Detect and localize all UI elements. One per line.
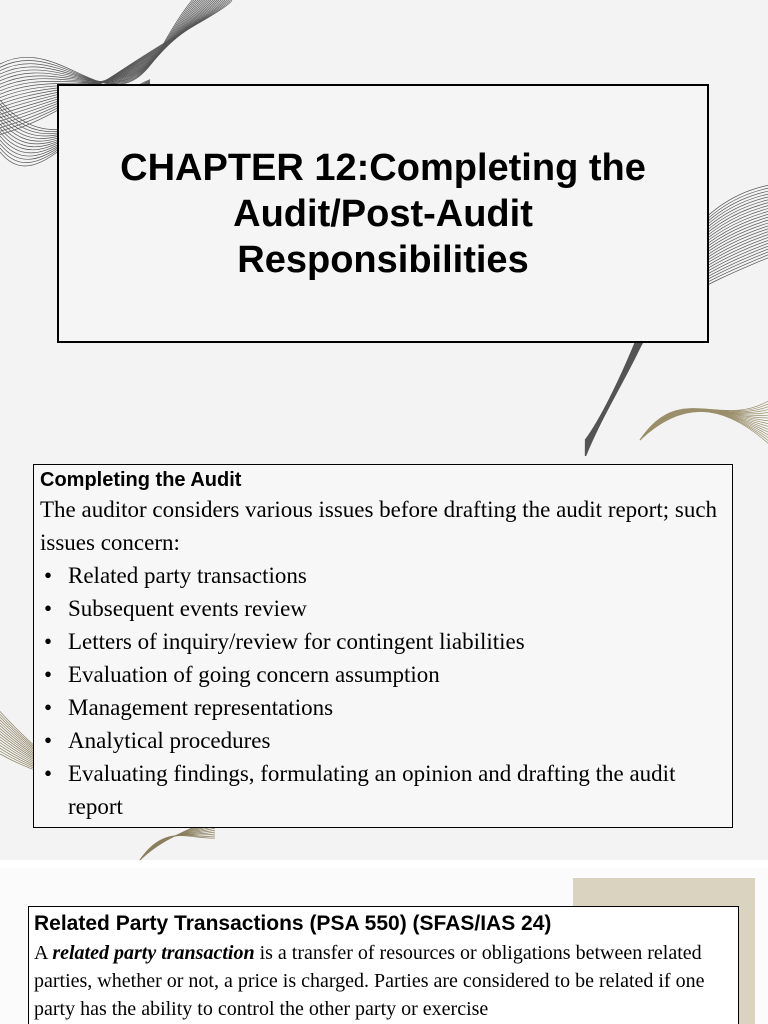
definition-paragraph — [34, 939, 733, 1023]
list-item — [40, 658, 726, 691]
list-item-text: Management representations — [68, 695, 334, 720]
list-item — [40, 757, 726, 823]
wave-line — [640, 411, 768, 442]
bullet-icon: • — [44, 596, 53, 621]
related-party-slide — [0, 868, 768, 1024]
defined-term: related party transaction — [52, 942, 255, 964]
chapter-title: CHAPTER 12:Completing the Audit/Post-Audit Responsibilities — [120, 146, 646, 281]
list-item — [40, 625, 726, 658]
list-item — [40, 592, 726, 625]
list-item — [40, 559, 726, 592]
title-box — [57, 84, 709, 343]
intro-text: The auditor considers various issues before drafting the audit report; such issues concern: — [40, 497, 718, 555]
title-slide — [0, 0, 768, 456]
issues-list — [40, 559, 726, 823]
list-item-text: Evaluation of going concern assumption — [68, 662, 440, 687]
list-item-text: Subsequent events review — [68, 596, 307, 621]
bullet-icon: • — [44, 761, 53, 786]
para-prefix: A — [34, 942, 53, 964]
wave-line — [140, 826, 215, 860]
para-rest: is a transfer of resources or obligations between related parties, whether or not, a price is charged. Parties are considered to be related if one party has the ability to control the other party or exercise — [34, 942, 705, 1020]
bullet-icon: • — [44, 695, 53, 720]
list-item — [40, 691, 726, 724]
list-item — [40, 724, 726, 757]
list-item-text: Evaluating findings, formulating an opinion and drafting the audit report — [68, 761, 676, 819]
wave-line — [640, 411, 768, 440]
bullet-icon: • — [44, 563, 53, 588]
section-heading: Completing the Audit — [40, 469, 242, 491]
list-item-text: Letters of inquiry/review for contingent liabilities — [68, 629, 525, 654]
bullet-icon: • — [44, 662, 53, 687]
bullet-icon: • — [44, 728, 53, 753]
completing-audit-box — [33, 464, 733, 828]
list-item-text: Analytical procedures — [68, 728, 271, 753]
related-party-box — [28, 906, 739, 1024]
section-heading: Related Party Transactions (PSA 550) (SFAS/IAS 24) — [34, 912, 552, 935]
wave-line — [140, 828, 215, 860]
completing-audit-slide — [0, 456, 768, 860]
list-item-text: Related party transactions — [68, 563, 307, 588]
bullet-icon: • — [44, 629, 53, 654]
